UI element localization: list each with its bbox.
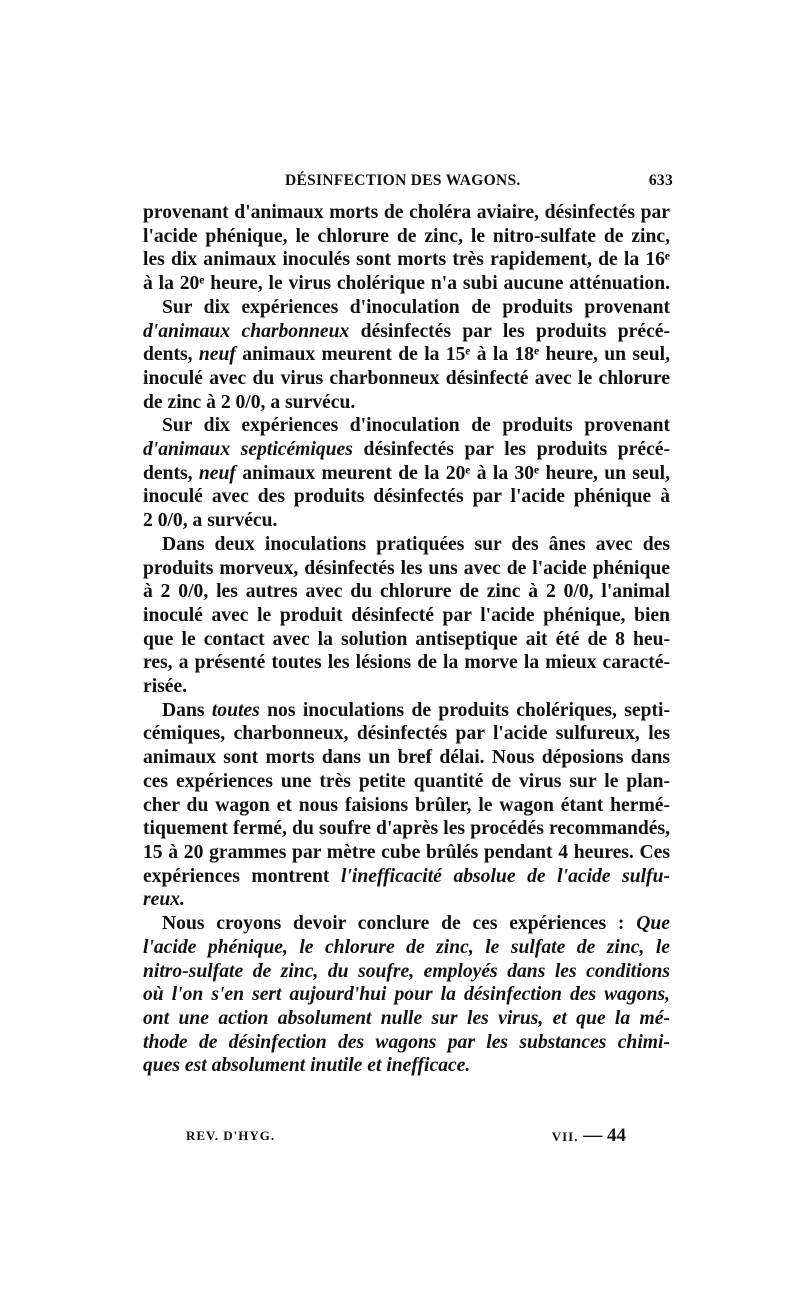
paragraph: [143, 699, 670, 912]
text-line: cémiques, charbonneux, désinfectés par l'acide sulfureux, les: [143, 723, 670, 745]
paragraph: [143, 912, 670, 1078]
journal-signature: REV. D'HYG.: [186, 1128, 276, 1143]
text-line: Dans toutes nos inoculations de produits cholériques, septi-: [162, 699, 670, 721]
text-line: dents, neuf animaux meurent de la 15ᵉ à la 18ᵉ heure, un seul,: [143, 344, 670, 366]
text-line: de zinc à 2 0/0, a survécu.: [143, 391, 356, 413]
text-line: [143, 1007, 670, 1031]
paragraph: [143, 201, 670, 296]
sheet-number: 44: [607, 1125, 626, 1146]
text-line: [143, 1031, 670, 1055]
running-title: DÉSINFECTION DES WAGONS.: [285, 172, 521, 189]
page-number: 633: [648, 172, 673, 189]
text-line: à la 20ᵉ heure, le virus cholérique n'a subi aucune atténuation.: [143, 273, 670, 295]
text-line: [143, 936, 670, 960]
text-line: Sur dix expériences d'inoculation de produits provenant: [162, 296, 670, 318]
text-line: inoculé avec des produits désinfectés par l'acide phénique à: [143, 486, 670, 508]
text-line: que le contact avec la solution antiseptique ait été de 8 heu-: [143, 628, 670, 650]
italic-phrase: neuf: [198, 462, 236, 484]
text-line: [143, 960, 670, 984]
italic-phrase: l'inefficacité absolue de l'acide sulfu-: [341, 865, 671, 887]
text-line: 2 0/0, a survécu.: [143, 510, 278, 532]
text-line: 15 à 20 grammes par mètre cube brûlés pendant 4 heures. Ces: [143, 841, 670, 863]
text-line: l'acide phénique, le chlorure de zinc, le nitro-sulfate de zinc,: [143, 225, 670, 247]
text-line: tiquement fermé, du soufre d'après les procédés recommandés,: [143, 818, 670, 840]
running-header: [143, 172, 673, 194]
volume-label: VII.: [551, 1129, 579, 1144]
paragraph: [143, 414, 670, 533]
text-line: d'animaux septicémiques désinfectés par les produits précé-: [143, 439, 670, 461]
italic-phrase: l'acide phénique, le chlorure de zinc, le sulfate de zinc, le: [143, 936, 670, 958]
text-line: d'animaux charbonneux désinfectés par les produits précé-: [143, 320, 670, 342]
text-line: ces expériences une très petite quantité de virus sur le plan-: [143, 770, 670, 792]
text-line: dents, neuf animaux meurent de la 20ᵉ à la 30ᵉ heure, un seul,: [143, 462, 670, 484]
text-line: Dans deux inoculations pratiquées sur des ânes avec des: [162, 533, 670, 555]
italic-phrase: ques est absolument inutile et inefficace.: [143, 1055, 471, 1077]
text-line: [143, 983, 670, 1007]
signature-dash: —: [583, 1125, 603, 1146]
text-line: les dix animaux inoculés sont morts très rapidement, de la 16ᵉ: [143, 249, 670, 271]
italic-phrase: ont une action absolument nulle sur les virus, et que la mé-: [143, 1007, 670, 1029]
italic-phrase: d'animaux charbonneux: [143, 320, 350, 342]
italic-phrase: d'animaux septicémiques: [143, 439, 353, 461]
body-text: [143, 201, 670, 1078]
text-line: [143, 1054, 670, 1078]
text-line: inoculé avec du virus charbonneux désinfecté avec le chlorure: [143, 367, 670, 389]
italic-phrase: nitro-sulfate de zinc, du soufre, employés dans les conditions: [143, 960, 670, 982]
italic-phrase: toutes: [211, 699, 260, 721]
paragraph: [143, 533, 670, 699]
italic-phrase: Que: [636, 913, 670, 935]
italic-phrase: reux.: [143, 889, 185, 911]
paragraph: [143, 296, 670, 415]
signature-footer: [186, 1125, 626, 1149]
text-line: provenant d'animaux morts de choléra aviaire, désinfectés par: [143, 202, 670, 223]
text-line: expériences montrent l'inefficacité absolue de l'acide sulfu-: [143, 865, 671, 887]
text-line: [143, 888, 670, 912]
text-line: à 2 0/0, les autres avec du chlorure de zinc à 2 0/0, l'animal: [143, 581, 670, 603]
text-line: cher du wagon et nous faisions brûler, le wagon étant hermé-: [143, 794, 670, 816]
text-line: Sur dix expériences d'inoculation de produits provenant: [162, 415, 670, 437]
italic-phrase: où l'on s'en sert aujourd'hui pour la désinfection des wagons,: [143, 984, 670, 1006]
italic-phrase: thode de désinfection des wagons par les substances chimi-: [143, 1031, 670, 1053]
text-line: Nous croyons devoir conclure de ces expériences : Que: [162, 913, 670, 935]
sheet-signature: [552, 1125, 626, 1147]
text-line: produits morveux, désinfectés les uns avec de l'acide phénique: [143, 557, 670, 579]
italic-phrase: neuf: [198, 344, 236, 366]
text-line: risée.: [143, 676, 188, 698]
text-line: inoculé avec le produit désinfecté par l'acide phénique, bien: [143, 604, 670, 626]
text-line: res, a présenté toutes les lésions de la morve la mieux caracté-: [143, 652, 670, 674]
text-line: animaux sont morts dans un bref délai. Nous déposions dans: [143, 747, 670, 769]
